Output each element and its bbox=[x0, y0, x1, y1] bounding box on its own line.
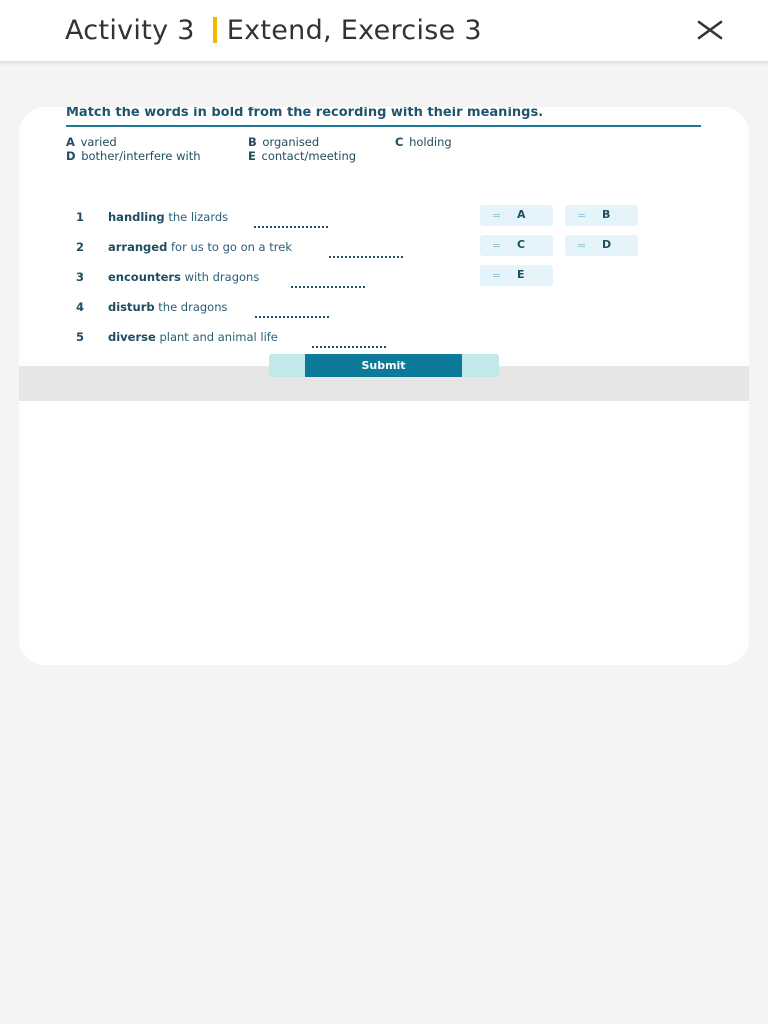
submit-button[interactable]: Submit bbox=[305, 354, 462, 377]
page-title bbox=[65, 12, 482, 48]
option-letter: A bbox=[66, 135, 75, 149]
close-icon bbox=[697, 20, 723, 40]
question-keyword: disturb bbox=[108, 300, 155, 314]
exercise-title: Extend, Exercise 3 bbox=[226, 14, 482, 46]
question-keyword: encounters bbox=[108, 270, 181, 284]
option-d bbox=[66, 149, 201, 163]
question-number: 4 bbox=[76, 300, 85, 314]
question-rest: plant and animal life bbox=[159, 330, 278, 344]
header-bar bbox=[0, 0, 768, 61]
question-text bbox=[108, 210, 228, 224]
title-separator bbox=[213, 17, 217, 43]
question-text bbox=[108, 240, 292, 254]
option-a bbox=[66, 135, 117, 149]
chip-letter: D bbox=[602, 238, 612, 251]
drag-handle-icon bbox=[578, 214, 585, 217]
close-button[interactable] bbox=[694, 14, 726, 46]
question-keyword: diverse bbox=[108, 330, 156, 344]
question-rest: the dragons bbox=[158, 300, 228, 314]
answer-chip-a[interactable] bbox=[480, 205, 553, 226]
answer-blank-5[interactable] bbox=[312, 346, 386, 348]
option-text: varied bbox=[80, 135, 117, 149]
activity-title: Activity 3 bbox=[65, 14, 195, 46]
answer-blank-3[interactable] bbox=[291, 286, 365, 288]
option-letter: E bbox=[248, 149, 256, 163]
option-letter: B bbox=[248, 135, 257, 149]
answer-chip-d[interactable] bbox=[565, 235, 638, 256]
question-text bbox=[108, 330, 278, 344]
answer-chip-b[interactable] bbox=[565, 205, 638, 226]
option-letter: D bbox=[66, 149, 76, 163]
option-c bbox=[395, 135, 452, 149]
chip-letter: B bbox=[602, 208, 611, 221]
option-b bbox=[248, 135, 319, 149]
question-number: 3 bbox=[76, 270, 85, 284]
answer-chip-c[interactable] bbox=[480, 235, 553, 256]
instruction-text: Match the words in bold from the recording with their meanings. bbox=[66, 107, 701, 127]
question-rest: the lizards bbox=[168, 210, 229, 224]
option-e bbox=[248, 149, 356, 163]
question-keyword: arranged bbox=[108, 240, 168, 254]
question-number: 1 bbox=[76, 210, 85, 224]
answer-chip-e[interactable] bbox=[480, 265, 553, 286]
answer-blank-4[interactable] bbox=[255, 316, 329, 318]
answer-blank-1[interactable] bbox=[254, 226, 328, 228]
option-text: organised bbox=[262, 135, 320, 149]
option-text: bother/interfere with bbox=[81, 149, 201, 163]
question-keyword: handling bbox=[108, 210, 165, 224]
drag-handle-icon bbox=[578, 244, 585, 247]
submit-container bbox=[269, 354, 499, 377]
exercise-card bbox=[19, 107, 749, 665]
question-rest: with dragons bbox=[184, 270, 260, 284]
question-number: 2 bbox=[76, 240, 85, 254]
drag-handle-icon bbox=[493, 244, 500, 247]
chip-letter: A bbox=[517, 208, 526, 221]
option-text: holding bbox=[409, 135, 452, 149]
option-letter: C bbox=[395, 135, 404, 149]
drag-handle-icon bbox=[493, 274, 500, 277]
answer-blank-2[interactable] bbox=[329, 256, 403, 258]
question-rest: for us to go on a trek bbox=[170, 240, 292, 254]
chip-letter: C bbox=[517, 238, 526, 251]
chip-letter: E bbox=[517, 268, 525, 281]
question-text bbox=[108, 270, 259, 284]
question-text bbox=[108, 300, 228, 314]
drag-handle-icon bbox=[493, 214, 500, 217]
option-text: contact/meeting bbox=[261, 149, 357, 163]
question-number: 5 bbox=[76, 330, 85, 344]
